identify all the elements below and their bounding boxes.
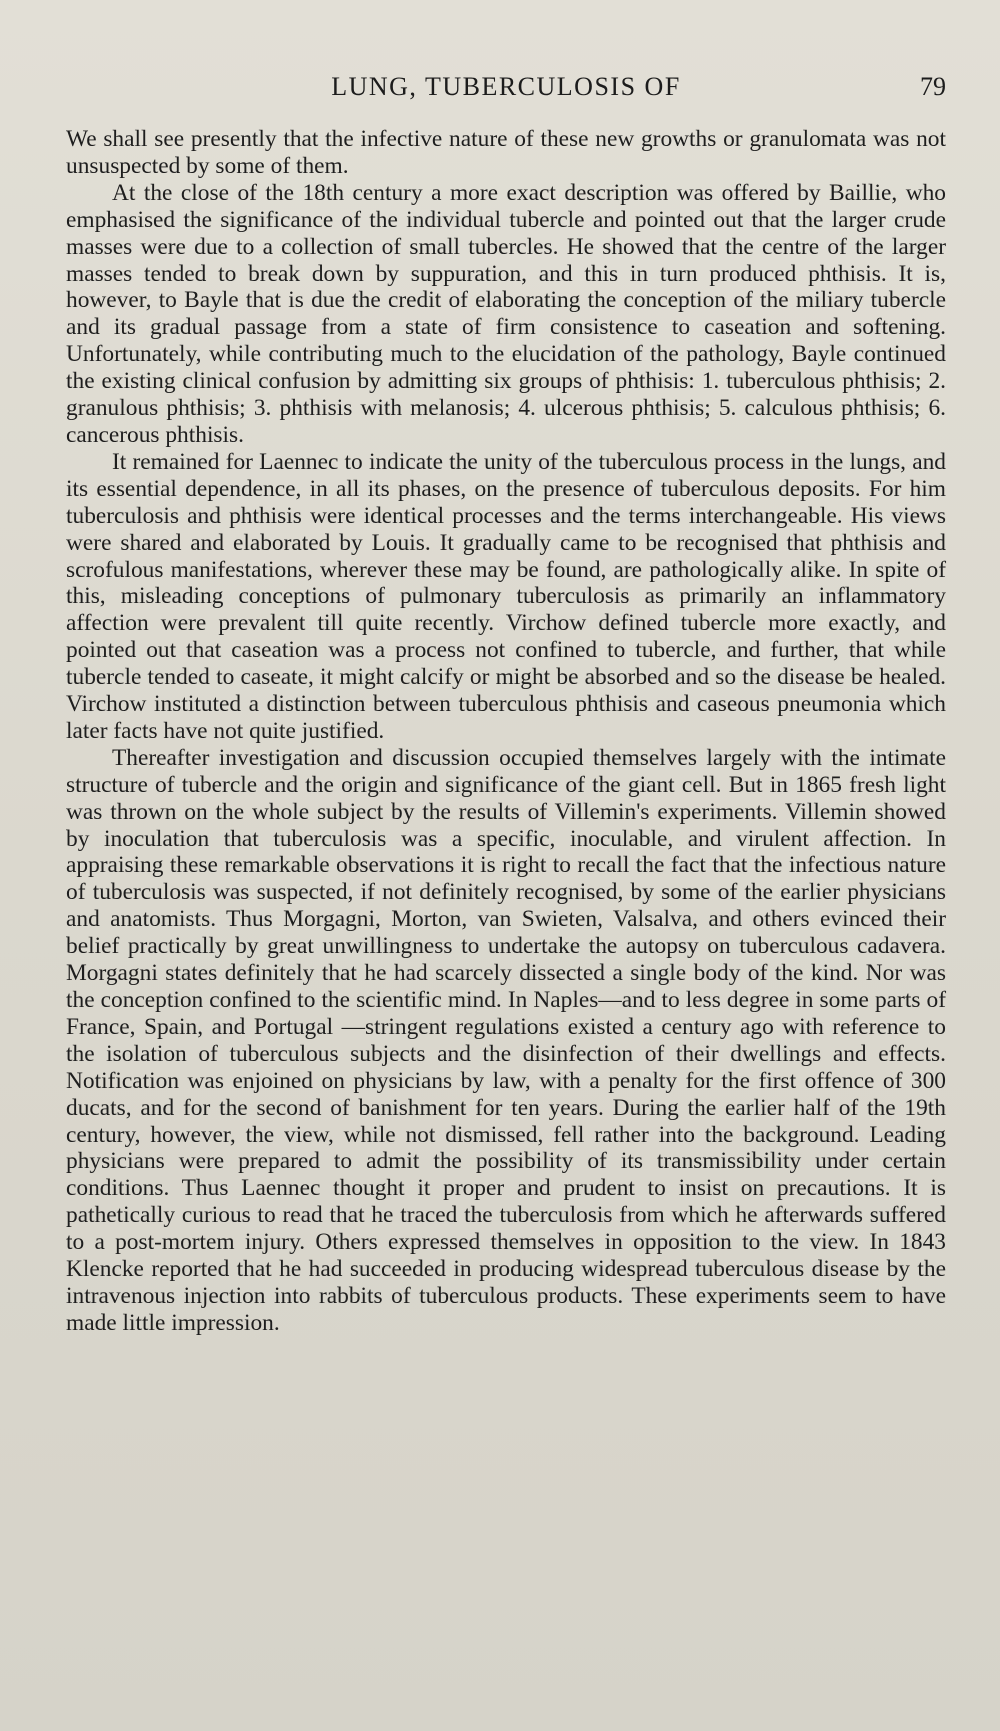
paragraph: It remained for Laennec to indicate the unity of the tuberculous process in the lungs, and its essential dependence, in all its phases, on the presence of tuberculous deposits. For him tuberculosis and phthisis were identical processes and the terms interchangeable. His views were shared and elaborated by Louis. It gradually came to be recognised that phthisis and scrofulous manifestations, wherever these may be found, are pathologically alike. In spite of this, misleading conceptions of pulmonary tuberculosis as primarily an inflammatory affection were prevalent till quite recently. Virchow defined tubercle more exactly, and pointed out that caseation was a process not confined to tubercle, and further, that while tubercle tended to caseate, it might calcify or might be absorbed and so the disease be healed. Virchow instituted a distinction between tuberculous phthisis and caseous pneumonia which later facts have not quite justified. [66,448,946,744]
running-head: LUNG, TUBERCULOSIS OF [331,72,681,101]
body-text [66,126,946,1337]
page-header [66,68,946,108]
paragraph: We shall see presently that the infective nature of these new growths or granulomata was not unsuspected by some of them. [66,126,946,179]
paragraph: Thereafter investigation and discussion occupied themselves largely with the intimate structure of tubercle and the origin and significance of the giant cell. But in 1865 fresh light was thrown on the whole subject by the results of Villemin's experiments. Villemin showed by inoculation that tuberculosis was a specific, inoculable, and virulent affection. In appraising these remarkable observations it is right to recall the fact that the infectious nature of tuberculosis was suspected, if not definitely recognised, by some of the earlier physicians and anatomists. Thus Morgagni, Morton, van Swieten, Valsalva, and others evinced their belief practically by great unwillingness to undertake the autopsy on tuberculous cadavera. Morgagni states definitely that he had scarcely dissected a single body of the kind. Nor was the conception confined to the scientific mind. In Naples—and to less degree in some parts of France, Spain, and Portugal —stringent regulations existed a century ago with reference to the isolation of tuberculous subjects and the disinfection of their dwellings and effects. Notification was enjoined on physicians by law, with a penalty for the first offence of 300 ducats, and for the second of banishment for ten years. During the earlier half of the 19th century, however, the view, while not dismissed, fell rather into the background. Leading physicians were prepared to admit the possibility of its transmissibility under certain conditions. Thus Laennec thought it proper and prudent to insist on precautions. It is pathetically curious to read that he traced the tuberculosis from which he afterwards suffered to a post-mortem injury. Others expressed themselves in opposition to the view. In 1843 Klencke reported that he had succeeded in producing widespread tuberculous disease by the intravenous injection into rabbits of tuberculous products. These experiments seem to have made little impression. [66,744,946,1336]
page-number: 79 [920,72,946,101]
paragraph: At the close of the 18th century a more exact description was offered by Baillie, who emphasised the significance of the individual tubercle and pointed out that the larger crude masses were due to a collection of small tubercles. He showed that the centre of the larger masses tended to break down by suppuration, and this in turn produced phthisis. It is, however, to Bayle that is due the credit of elaborating the conception of the miliary tubercle and its gradual passage from a state of firm consistence to caseation and softening. Unfortunately, while contributing much to the elucidation of the pathology, Bayle continued the existing clinical confusion by admitting six groups of phthisis: 1. tuberculous phthisis; 2. granulous phthisis; 3. phthisis with melanosis; 4. ulcerous phthisis; 5. calculous phthisis; 6. cancerous phthisis. [66,179,946,448]
